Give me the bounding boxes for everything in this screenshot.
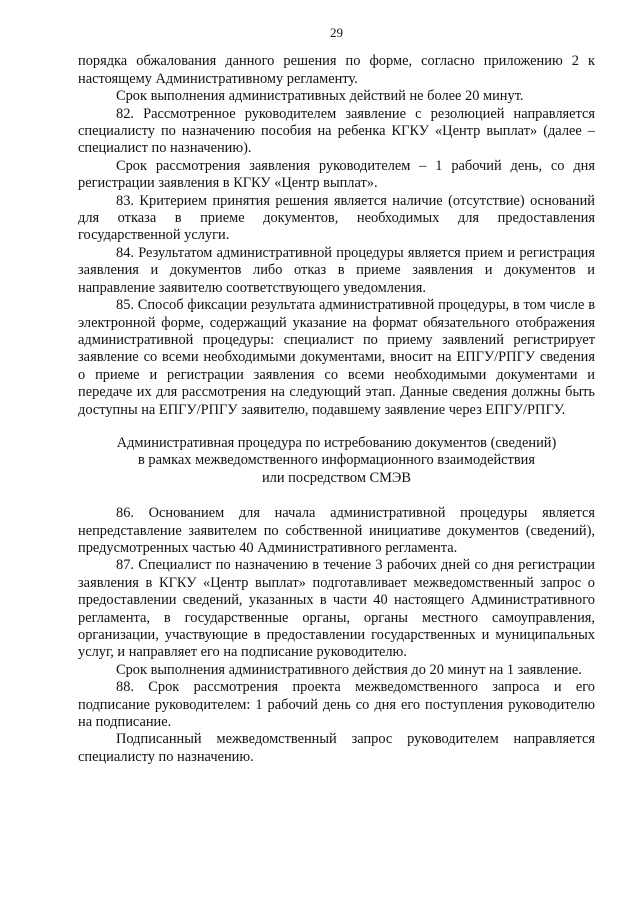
paragraph-83: 83. Критерием принятия решения является наличие (отсутствие) оснований для отказа в приеме документов, необходимых для предоставления государственной услуги. (78, 192, 595, 244)
paragraph: Срок выполнения административного действия до 20 минут на 1 заявление. (116, 661, 582, 678)
paragraph: Срок выполнения административных действий не более 20 минут. (116, 88, 524, 105)
paragraph-82: 82. Рассмотренное руководителем заявление с резолюцией направляется специалисту по назначению пособия на ребенка КГКУ «Центр выплат» (далее – специалист по назначению). (78, 105, 595, 157)
paragraph-86: 86. Основанием для начала административной процедуры является непредставление заявителем по собственной инициативе документов (сведений), предусмотренных частью 40 Административного регламента. (78, 505, 595, 556)
heading-line: Административная процедура по истребованию документов (сведений) (116, 434, 557, 451)
paragraph-85: 85. Способ фиксации результата административной процедуры, в том числе в электронной форме, содержащий указание на формат обязательного отображения административной процедуры: специалист по приему заявлений регистрирует заявление со всеми необходимыми документами, вносит на ЕПГУ/РПГУ сведения о приеме и регистрации заявления со всеми необходимыми документами и передаче их для рассмотрения на следующий этап. Данные сведения должны быть доступны на ЕПГУ/РПГУ заявителю, подавшему заявление через ЕПГУ/РПГУ. (78, 297, 595, 418)
section-smev (78, 505, 595, 766)
heading-line: или посредством СМЭВ (261, 469, 412, 486)
paragraph-84: 84. Результатом административной процедуры является прием и регистрация заявления и документов либо отказ в приеме заявления и документов и направление заявителю соответствующего уведомления. (78, 244, 595, 296)
paragraph-88: 88. Срок рассмотрения проекта межведомственного запроса и его подписание руководителем: 1 рабочий день со дня его поступления руководителю на подписание. (78, 679, 595, 731)
paragraph: Срок рассмотрения заявления руководителем – 1 рабочий день, со дня регистрации заявления в КГКУ «Центр выплат». (78, 157, 595, 192)
paragraph-87: 87. Специалист по назначению в течение 3 рабочих дней со дня регистрации заявления в КГКУ «Центр выплат» подготавливает межведомственный запрос о предоставлении сведений, указанных в части 40 настоящего Административного регламента, в государственные органы, органы местного самоуправления, организации, участвующие в предоставлении государственных и муниципальных услуг, и направляет его на подписание руководителю. (78, 557, 595, 661)
heading-line: в рамках межведомственного информационного взаимодействия (138, 452, 535, 469)
section-intro (78, 53, 595, 419)
section-heading (78, 435, 595, 487)
paragraph: порядка обжалования данного решения по форме, согласно приложению 2 к настоящему Административному регламенту. (78, 53, 595, 87)
paragraph: Подписанный межведомственный запрос руководителем направляется специалисту по назначению. (78, 731, 595, 765)
page-number: 29 (330, 25, 343, 40)
